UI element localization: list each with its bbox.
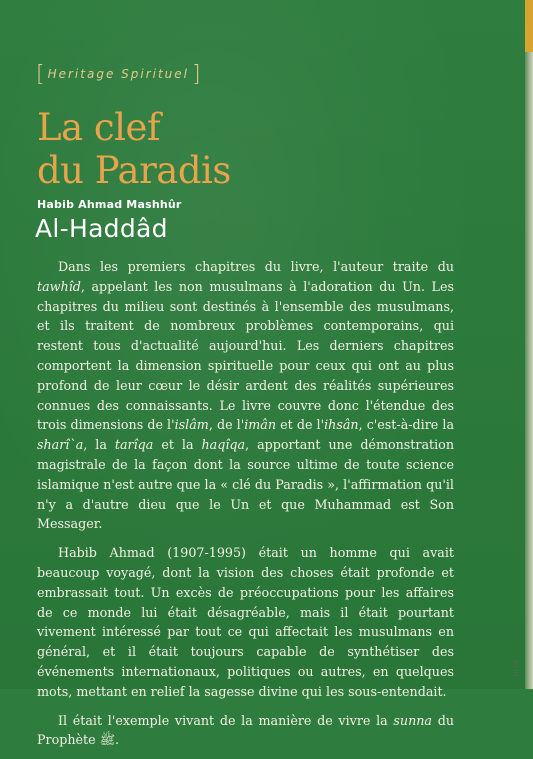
- series-name: Heritage Spirituel: [47, 67, 190, 81]
- series-label: [36, 62, 201, 87]
- paragraph-1: [37, 257, 454, 534]
- italic-term: ihsân: [324, 417, 359, 433]
- author-last-name: Al-Haddâd: [35, 214, 168, 243]
- text-run: et la: [153, 437, 202, 453]
- spine-edge: [525, 0, 533, 689]
- title-line-2: du Paradis: [37, 149, 231, 192]
- title-line-1: La clef: [37, 106, 161, 149]
- italic-term: islâm: [174, 417, 209, 433]
- text-run: et de l': [276, 417, 325, 433]
- spine-accent-bar: [525, 0, 533, 52]
- text-run: ﷺ: [99, 732, 116, 748]
- text-run: , la: [83, 437, 115, 453]
- text-run: Il était l'exemple vivant de la manière de vivre la: [58, 712, 394, 728]
- text-run: , apportant une démonstration magistrale de la façon dont la source ultime de toute science islamique n'est autre que la « clé du Paradis », l'affirmation qu'il n'y a d'autre dieu que le Un et que Muhammad est Son Messager.: [37, 437, 454, 532]
- paragraph-2: [37, 543, 454, 701]
- text-run: , de l': [208, 417, 245, 433]
- text-run: du Prophète: [37, 712, 454, 748]
- italic-term: tawhîd: [37, 278, 81, 294]
- paragraph-3: [37, 711, 454, 751]
- italic-term: sharî`a: [37, 437, 84, 453]
- text-run: , appelant les non musulmans à l'adoration du Un. Les chapitres du milieu sont destinés à l'ensemble des musulmans, et ils traitent de nombreux problèmes contemporains, qui restent tous d'actualité aujourd'hui. Les derniers chapitres comportent la dimension spirituelle pour ceux qui ont au plus profond de leur cœur le désir ardent des réalités supérieures connues des connaissants. Le livre couvre donc l'étendue des trois dimensions de l': [37, 278, 454, 433]
- italic-term: tarîqa: [114, 437, 154, 453]
- spine-label: BUR: [511, 660, 521, 677]
- text-run: Habib Ahmad (1907-1995) était un homme qui avait beaucoup voyagé, dont la vision des choses était profonde et embrassait tout. Un excès de préoccupations pour les affaires de ce monde lui était désagréable, mais il était pourtant vivement intéressé par tout ce qui affectait les musulmans en général, et il était toujours capable de synthétiser des événements internationaux, politiques ou autres, en quelques mots, mettant en relief la sagesse divine qui les sous-entendait.: [37, 545, 454, 699]
- book-title: [37, 106, 231, 192]
- author-first-name: Habib Ahmad Mashhûr: [37, 198, 182, 211]
- bracket-left: [: [36, 62, 45, 87]
- italic-term: sunna: [393, 712, 432, 728]
- italic-term: imân: [244, 417, 277, 433]
- italic-term: haqîqa: [201, 437, 246, 453]
- text-run: , c'est-à-dire la: [358, 417, 455, 433]
- blurb-text: [37, 257, 454, 759]
- text-run: .: [115, 732, 120, 748]
- bracket-right: ]: [192, 62, 201, 87]
- text-run: Dans les premiers chapitres du livre, l'auteur traite du: [58, 259, 454, 274]
